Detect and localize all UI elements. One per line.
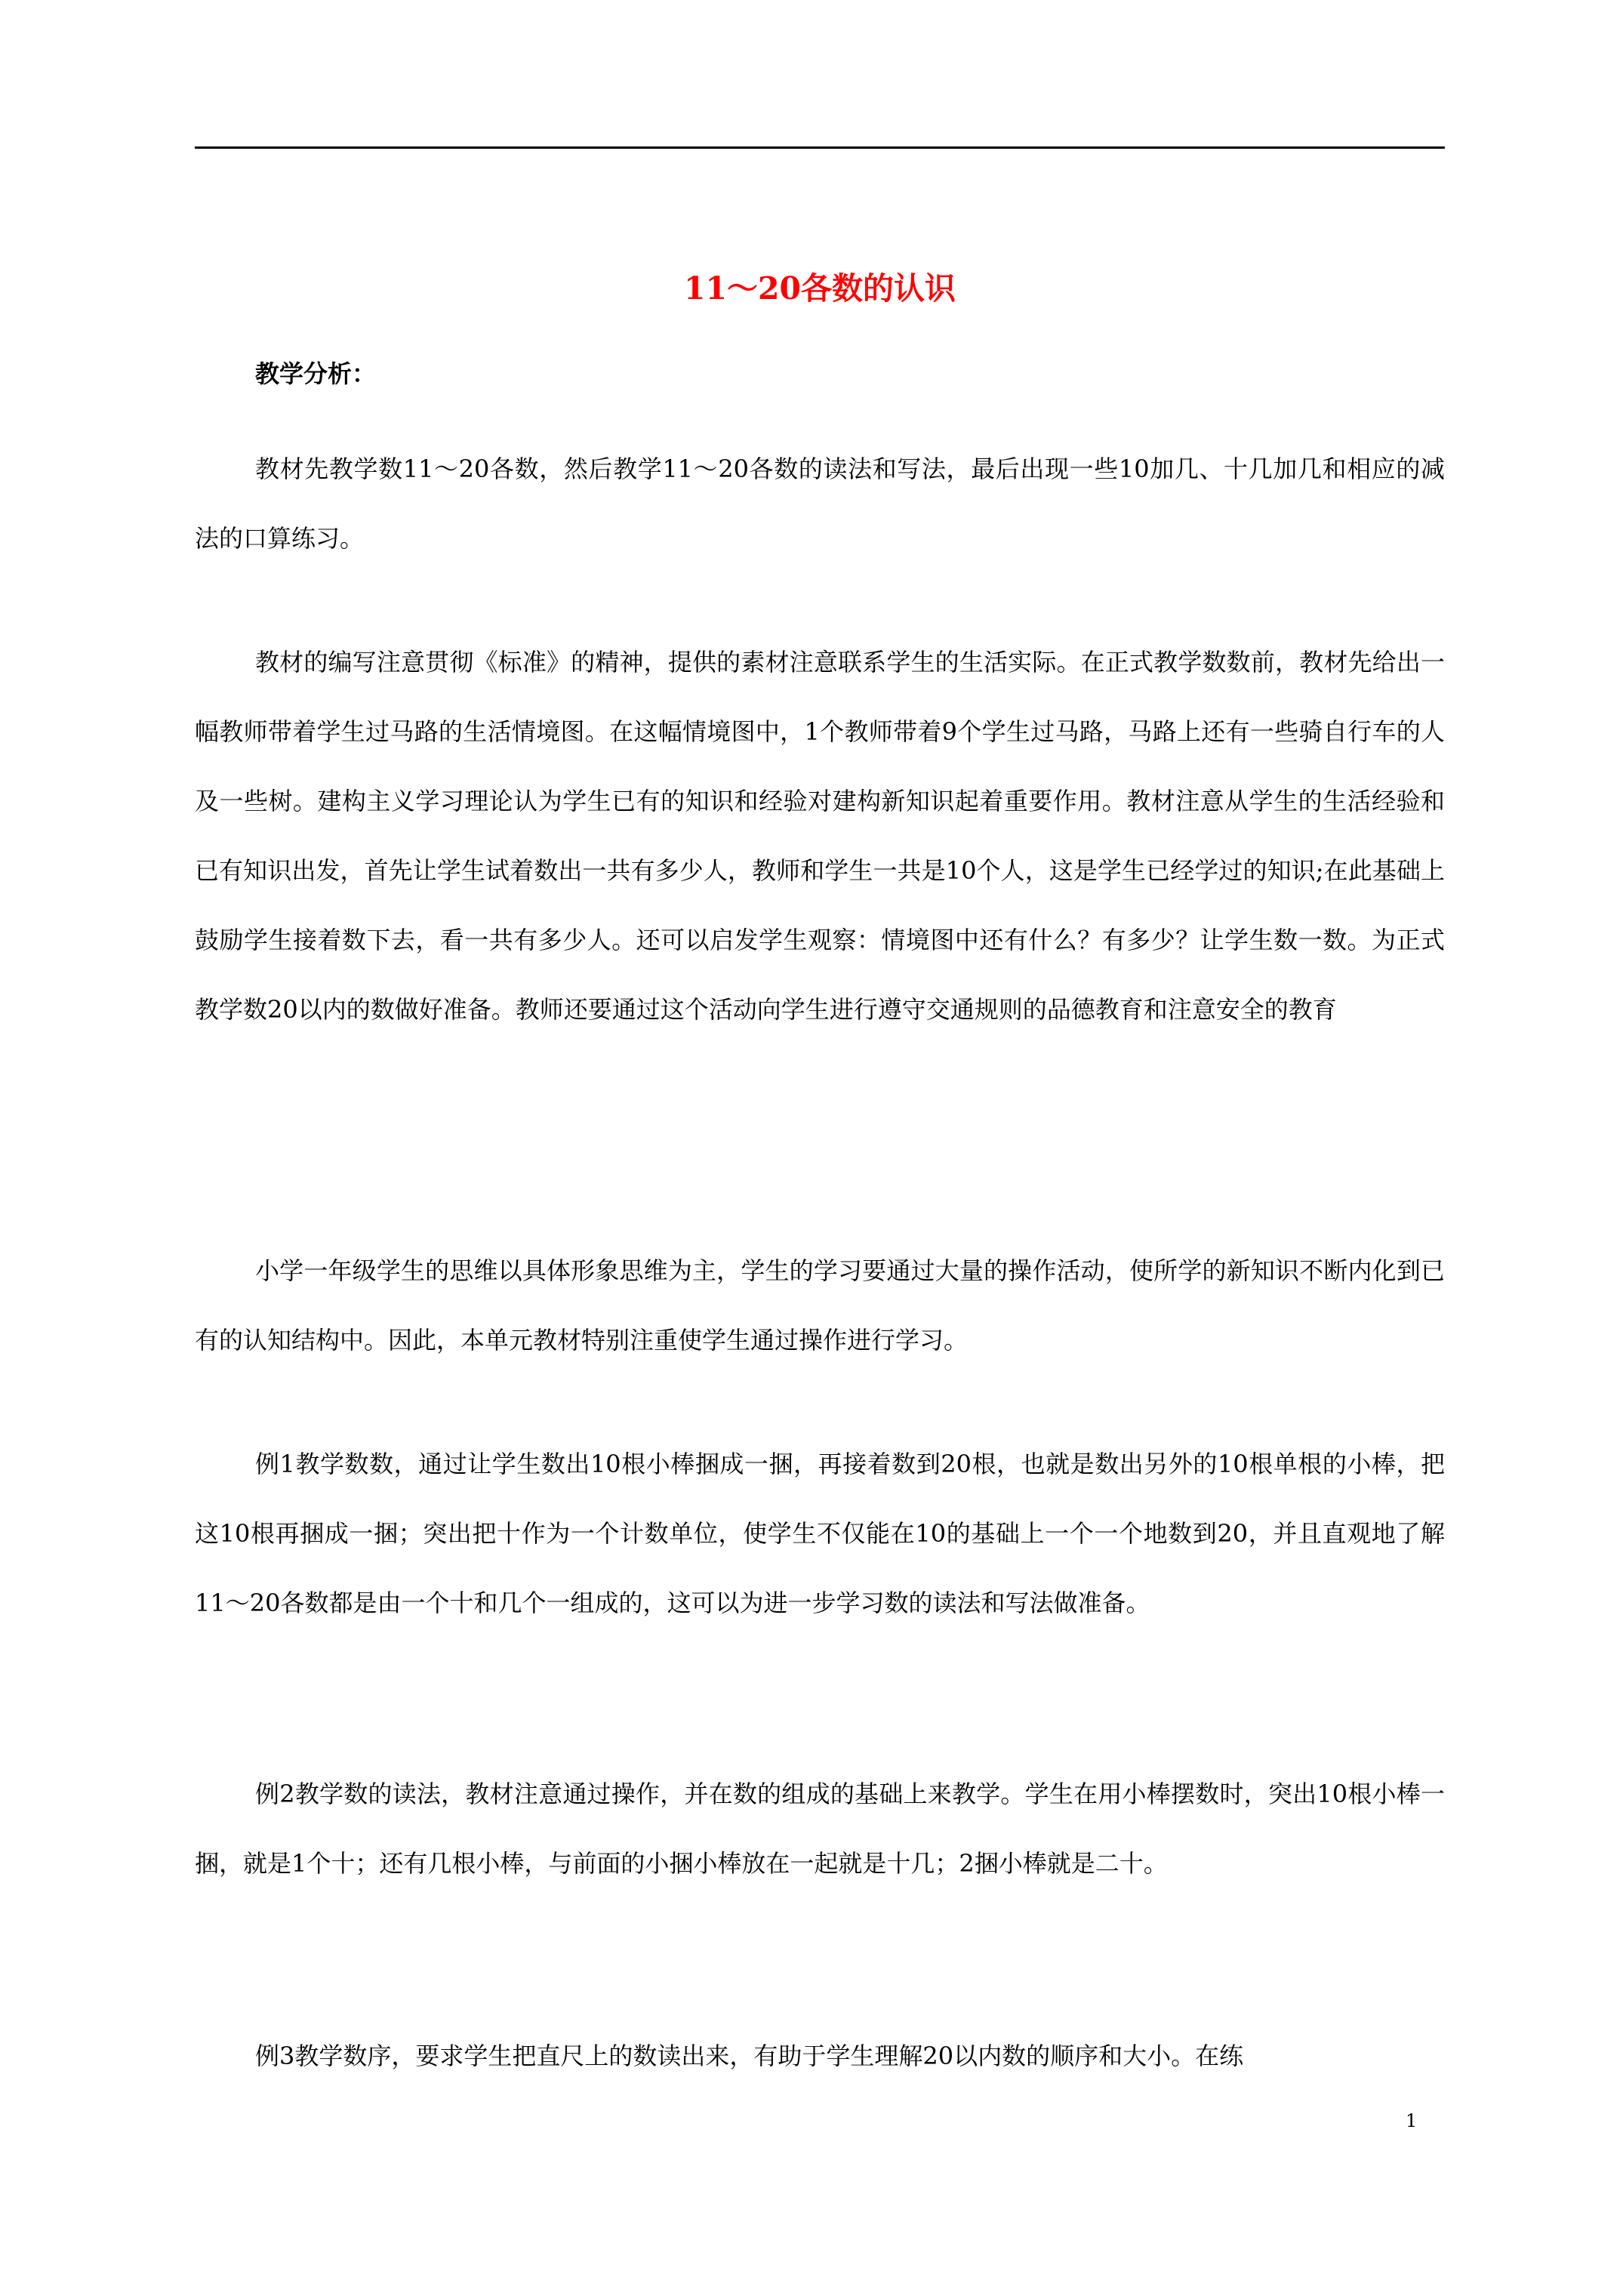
paragraph-6: 例3教学数序，要求学生把直尺上的数读出来，有助于学生理解20以内数的顺序和大小。在练 (255, 2042, 1244, 2070)
paragraph-4: 例1教学数数，通过让学生数出10根小棒捆成一捆，再接着数到20根，也就是数出另外的10根单根的小棒，把这10根再捆成一捆；突出把十作为一个计数单位，使学生不仅能在10的基础上一个一个地数到20，并且直观地了解11～20各数都是由一个十和几个一组成的，这可以为进一步学习数的读法和写法做准备。 (195, 1450, 1445, 1617)
paragraph-3: 小学一年级学生的思维以具体形象思维为主，学生的学习要通过大量的操作活动，使所学的新知识不断内化到已有的认知结构中。因此，本单元教材特别注重使学生通过操作进行学习。 (195, 1256, 1445, 1354)
header-rule (195, 146, 1445, 149)
paragraph-1: 教材先教学数11～20各数，然后教学11～20各数的读法和写法，最后出现一些10加几、十几加几和相应的减法的口算练习。 (195, 455, 1445, 553)
paragraph-5: 例2教学数的读法，教材注意通过操作，并在数的组成的基础上来教学。学生在用小棒摆数时，突出10根小棒一捆，就是1个十；还有几根小棒，与前面的小捆小棒放在一起就是十几；2捆小棒就是二十。 (195, 1780, 1445, 1878)
section-heading: 教学分析： (255, 359, 377, 388)
document-title: 11～20各数的认识 (683, 270, 956, 307)
paragraph-2: 教材的编写注意贯彻《标准》的精神，提供的素材注意联系学生的生活实际。在正式教学数数前，教材先给出一幅教师带着学生过马路的生活情境图。在这幅情境图中，1个教师带着9个学生过马路，马路上还有一些骑自行车的人及一些树。建构主义学习理论认为学生已有的知识和经验对建构新知识起着重要作用。教材注意从学生的生活经验和已有知识出发，首先让学生试着数出一共有多少人，教师和学生一共是10个人，这是学生已经学过的知识;在此基础上鼓励学生接着数下去，看一共有多少人。还可以启发学生观察：情境图中还有什么？有多少？让学生数一数。为正式教学数20以内的数做好准备。教师还要通过这个活动向学生进行遵守交通规则的品德教育和注意安全的教育 (195, 648, 1445, 1024)
page-number: 1 (1406, 2110, 1418, 2131)
